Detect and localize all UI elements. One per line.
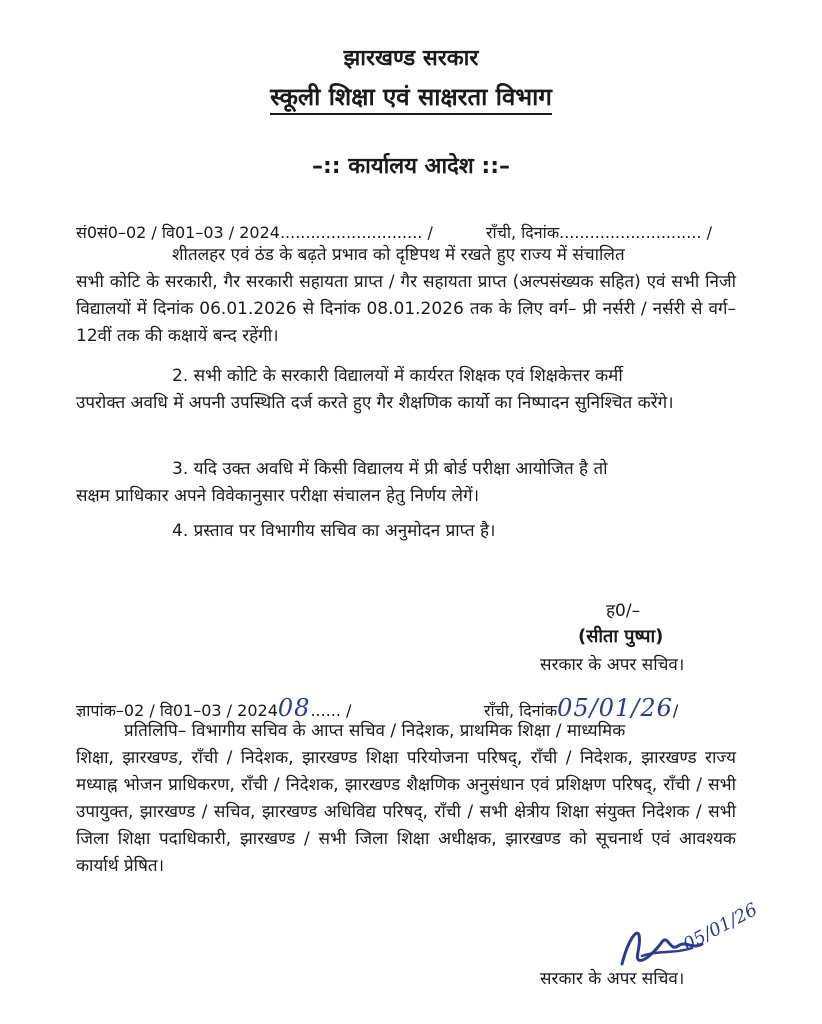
paragraph-3-body: सक्षम प्राधिकार अपने विवेकानुसार परीक्षा संचालन हेतु निर्णय लेगें। bbox=[76, 486, 480, 506]
paragraph-1-first-line: शीतलहर एवं ठंड के बढ़ते प्रभाव को दृष्टिपथ में रखते हुए राज्य में संचालित bbox=[172, 245, 625, 265]
memo-handwritten-number: 08 bbox=[277, 694, 311, 722]
signatory-designation: सरकार के अपर सचिव। bbox=[540, 655, 685, 675]
paragraph-3-first-line: 3. यदि उक्त अवधि में किसी विद्यालय में प्री बोर्ड परीक्षा आयोजित है तो bbox=[172, 459, 608, 479]
copy-recipients-body: शिक्षा, झारखण्ड, राँची / निदेशक, झारखण्ड शिक्षा परियोजना परिषद्, राँची / निदेशक, झारखण्ड राज्य मध्याह्न भोजन प्राधिकरण, राँची / निदेशक, झारखण्ड शैक्षणिक अनुसंधान एवं प्रशिक्षण परिषद्, राँची / सभी उपायुक्त, झारखण्ड / सचिव, झारखण्ड अधिविद्य परिषद्, राँची / सभी क्षेत्रीय शिक्षा संयुक्त निदेशक / सभी जिला शिक्षा पदाधिकारी, झारखण्ड / सभी जिला शिक्षा अधीक्षक, झारखण्ड को सूचनार्थ एवं आवश्यक कार्यार्थ प्रेषित। bbox=[76, 748, 736, 876]
order-paragraph-3 bbox=[76, 456, 736, 510]
order-paragraph-2 bbox=[76, 363, 736, 417]
paragraph-2-body: उपरोक्त अवधि में अपनी उपस्थिति दर्ज करते हुए गैर शैक्षणिक कार्यो का निष्पादन सुनिश्चित करेंगे। bbox=[76, 393, 674, 413]
memo-place-date-prefix: राँची, दिनांक bbox=[484, 701, 558, 720]
department-name bbox=[0, 80, 822, 113]
memo-ref-suffix: ...... / bbox=[310, 701, 352, 720]
office-order-title: –:: कार्यालय आदेश ::– bbox=[311, 154, 511, 179]
paragraph-1-body: सभी कोटि के सरकारी, गैर सरकारी सहायता प्राप्त / गैर सहायता प्राप्त (अल्पसंख्यक सहित) एवं सभी निजी विद्यालयों में दिनांक 06.01.2026 से दिनांक 08.01.2026 तक के लिए वर्ग– प्री नर्सरी / नर्सरी से वर्ग–12वीं तक की कक्षायें बन्द रहेंगी। bbox=[76, 272, 736, 346]
final-designation: सरकार के अपर सचिव। bbox=[540, 969, 685, 989]
copy-distribution-paragraph bbox=[76, 718, 736, 880]
department-name-text: स्कूली शिक्षा एवं साक्षरता विभाग bbox=[270, 83, 552, 115]
memo-handwritten-date: 05/01/26 bbox=[557, 694, 673, 722]
signed-mark: ह0/– bbox=[606, 601, 641, 621]
order-place-date: राँची, दिनांक............................ / bbox=[486, 223, 712, 242]
signatory-name: (सीता पुष्पा) bbox=[578, 626, 664, 647]
government-name: झारखण्ड सरकार bbox=[343, 46, 479, 71]
order-reference-number: सं0सं0–02 / वि01–03 / 2024............................ / bbox=[76, 223, 433, 242]
copy-first-line: प्रतिलिपि– विभागीय सचिव के आप्त सचिव / निदेशक, प्राथमिक शिक्षा / माध्यमिक bbox=[124, 721, 626, 741]
order-paragraph-1 bbox=[76, 242, 736, 350]
memo-ref-prefix: ज्ञापांक–02 / वि01–03 / 2024 bbox=[76, 701, 278, 720]
svg-text:05/01/26: 05/01/26 bbox=[679, 899, 762, 956]
memo-date-suffix: / bbox=[672, 701, 679, 720]
order-paragraph-4: 4. प्रस्ताव पर विभागीय सचिव का अनुमोदन प्राप्त है। bbox=[172, 521, 496, 541]
paragraph-2-first-line: 2. सभी कोटि के सरकारी विद्यालयों में कार्यरत शिक्षक एवं शिक्षकेत्तर कर्मी bbox=[172, 366, 623, 386]
